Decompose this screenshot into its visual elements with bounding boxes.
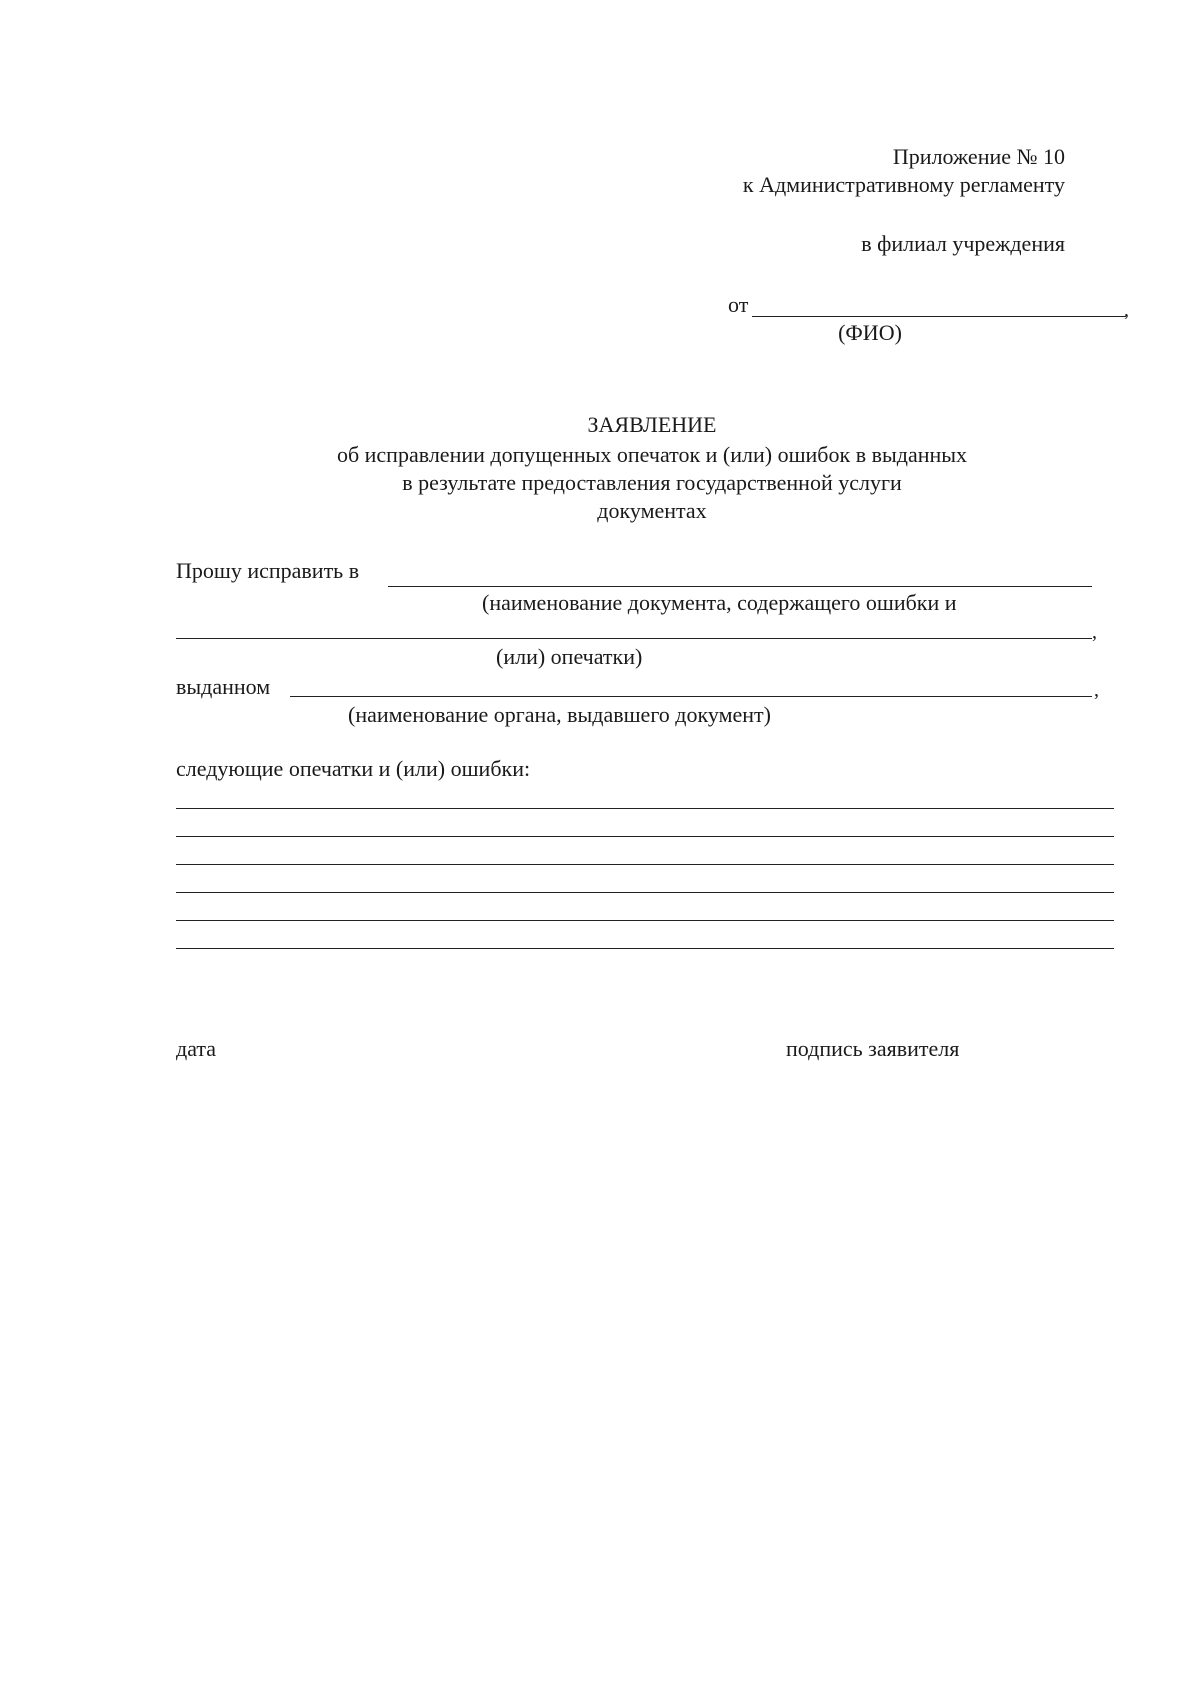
document-name-line-2[interactable] xyxy=(176,638,1092,639)
issuer-hint: (наименование органа, выдавшего документ) xyxy=(348,702,771,727)
issuer-line[interactable] xyxy=(290,696,1092,697)
recipient-branch: в филиал учреждения xyxy=(861,231,1065,256)
document-name-hint-2: (или) опечатки) xyxy=(496,644,643,669)
errors-line-6[interactable] xyxy=(176,948,1114,949)
errors-line-5[interactable] xyxy=(176,920,1114,921)
errors-line-3[interactable] xyxy=(176,864,1114,865)
errors-line-2[interactable] xyxy=(176,836,1114,837)
issued-label: выданном xyxy=(176,674,271,699)
errors-line-1[interactable] xyxy=(176,808,1114,809)
document-name-hint-1: (наименование документа, содержащего ошибки и xyxy=(482,590,957,615)
title-line-2: в результате предоставления государственной услуги xyxy=(402,470,902,495)
date-label: дата xyxy=(176,1036,217,1061)
fio-hint: (ФИО) xyxy=(838,320,902,345)
appendix-number: Приложение № 10 xyxy=(892,144,1065,169)
from-fio-line[interactable] xyxy=(752,316,1126,317)
issuer-comma: , xyxy=(1094,679,1099,701)
request-label: Прошу исправить в xyxy=(176,558,360,583)
appendix-regulation: к Административному регламенту xyxy=(742,172,1065,197)
title-line-1: об исправлении допущенных опечаток и (или) ошибок в выданных xyxy=(336,442,968,467)
document-name-line-1[interactable] xyxy=(388,586,1092,587)
errors-line-4[interactable] xyxy=(176,892,1114,893)
errors-label: следующие опечатки и (или) ошибки: xyxy=(176,756,531,781)
signature-label: подпись заявителя xyxy=(786,1036,960,1061)
title-line-3: документах xyxy=(597,498,707,523)
document-name-comma: , xyxy=(1092,621,1097,643)
from-comma: , xyxy=(1124,299,1129,321)
from-label: от xyxy=(728,292,749,317)
document-title: ЗАЯВЛЕНИЕ xyxy=(587,412,717,437)
